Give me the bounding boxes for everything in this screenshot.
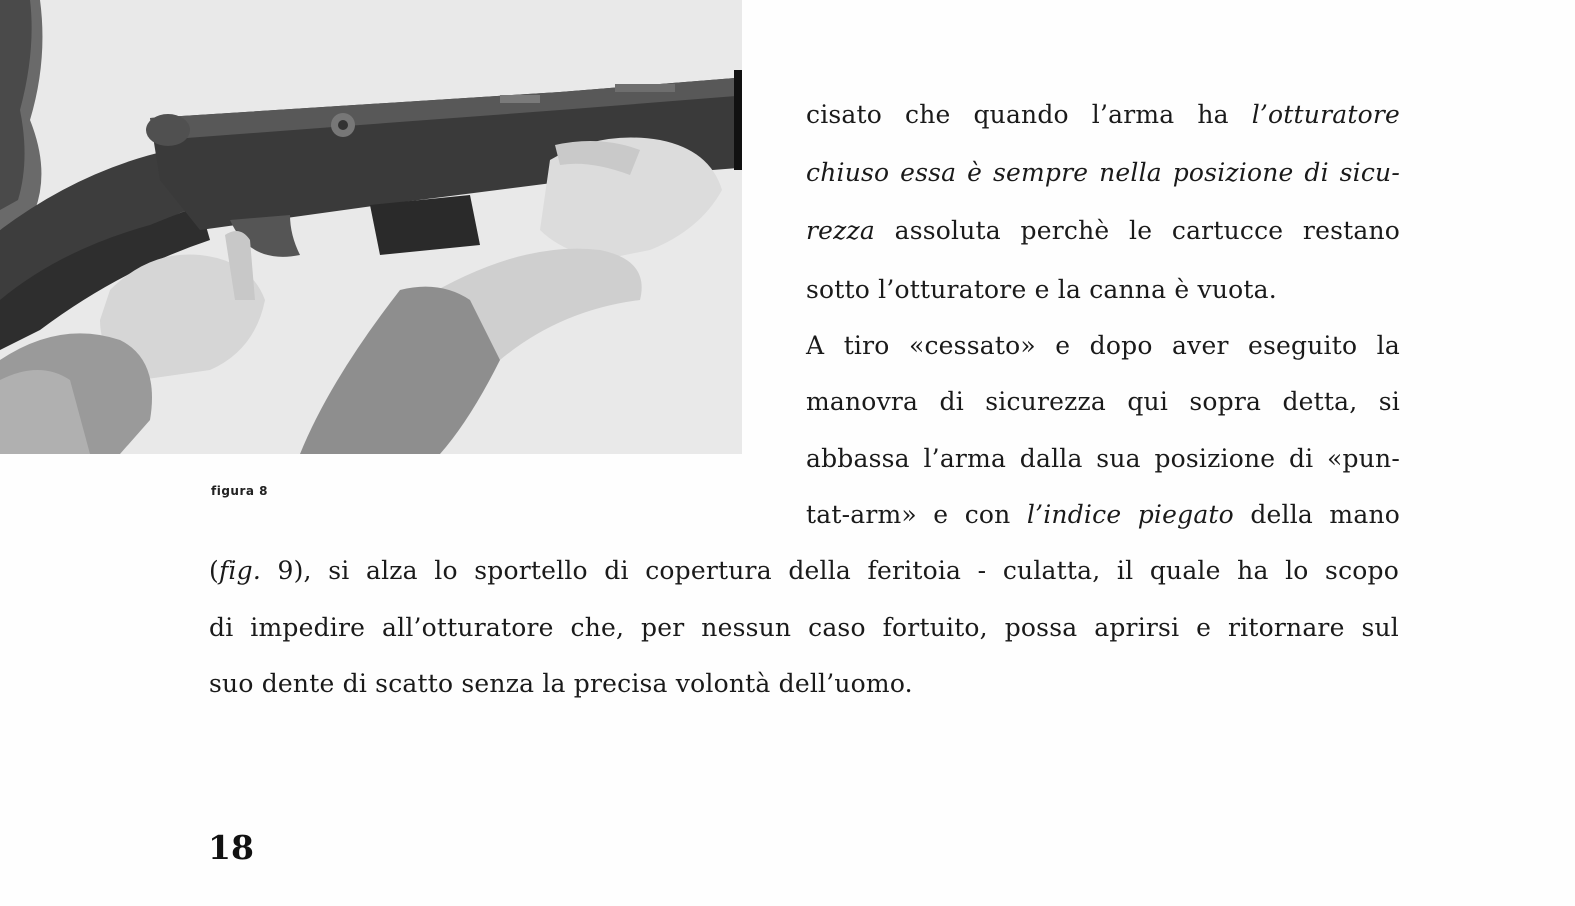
text-line [806,500,1400,530]
figure-caption: figura 8 [211,484,269,498]
text-line [806,158,1400,188]
body-text: ( [209,556,219,585]
text-line [209,613,1399,643]
page-number: 18 [208,828,254,867]
body-text: manovra di sicurezza qui sopra detta, si [806,387,1400,416]
text-line [209,669,1399,699]
italic-text: l’indice piegato [1026,500,1234,529]
text-line [806,100,1400,130]
text-line [806,216,1400,246]
body-text: assoluta perchè le cartucce restano [875,216,1400,245]
text-line [806,275,1400,305]
text-line [209,556,1399,586]
text-line [806,331,1400,361]
body-text: di impedire all’otturatore che, per nessun caso fortuito, possa aprirsi e ritornare sul [209,613,1399,642]
body-text: della mano [1233,500,1400,529]
body-text: suo dente di scatto senza la precisa volontà dell’uomo. [209,669,913,698]
italic-text: fig. [218,556,261,585]
body-text: sotto l’otturatore e la canna è vuota. [806,275,1277,304]
body-text: tat-arm» e con [806,500,1027,529]
body-text: 9), si alza lo sportello di copertura della feritoia - culatta, il quale ha lo scopo [260,556,1399,585]
italic-text: chiuso essa è sempre nella posizione di sicu- [806,158,1400,187]
rifle-photo-icon [0,0,742,454]
text-line [806,387,1400,417]
text-line [806,444,1400,474]
italic-text: rezza [806,216,875,245]
italic-text: l’otturatore [1251,100,1400,129]
rifle-photo [0,0,742,454]
body-text: cisato che quando l’arma ha [806,100,1252,129]
body-text: A tiro «cessato» e dopo aver eseguito la [806,331,1400,360]
body-text: abbassa l’arma dalla sua posizione di «pun- [806,444,1400,473]
